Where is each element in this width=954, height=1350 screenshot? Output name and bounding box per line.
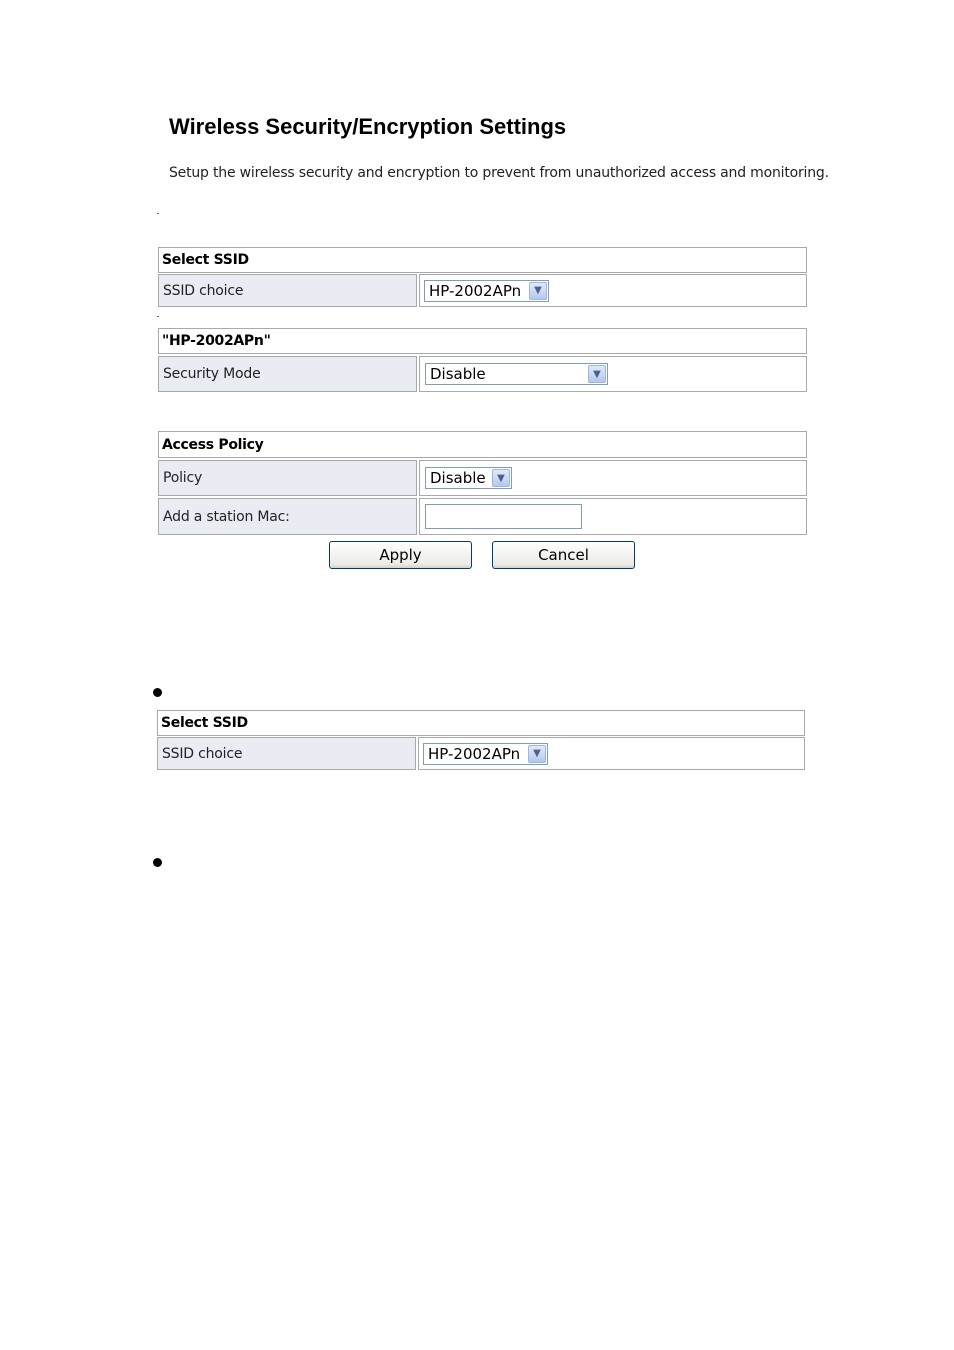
ssid-choice-label: SSID choice	[157, 737, 416, 770]
marker-dot	[157, 213, 159, 214]
ssid-choice-label: SSID choice	[158, 274, 417, 307]
bullet-icon	[153, 858, 162, 867]
security-mode-select[interactable]	[425, 363, 608, 385]
bullet-icon	[153, 688, 162, 697]
select-ssid-header: Select SSID	[157, 710, 805, 736]
select-ssid-header: Select SSID	[158, 247, 807, 273]
policy-label: Policy	[158, 460, 417, 496]
ssid-choice-select[interactable]	[424, 280, 549, 302]
chevron-down-icon[interactable]: ▼	[528, 745, 546, 763]
policy-value: Disable	[430, 469, 486, 487]
ssid-choice-value: HP-2002APn	[429, 281, 522, 300]
ssid-security-header: "HP-2002APn"	[158, 328, 807, 354]
station-mac-input[interactable]	[425, 504, 582, 529]
page-title: Wireless Security/Encryption Settings	[169, 114, 567, 139]
select-ssid-table	[158, 247, 807, 307]
page-description: Setup the wireless security and encryption to prevent from unauthorized access and monitoring.	[169, 165, 829, 181]
apply-button[interactable]: Apply	[329, 541, 472, 569]
chevron-down-icon[interactable]: ▼	[588, 365, 606, 383]
access-policy-table	[158, 431, 807, 535]
security-mode-value: Disable	[430, 365, 486, 383]
select-ssid-table-repeat	[157, 710, 805, 770]
policy-select[interactable]	[425, 467, 512, 489]
ssid-security-table	[158, 328, 807, 392]
chevron-down-icon[interactable]: ▼	[492, 469, 510, 487]
cancel-button[interactable]: Cancel	[492, 541, 635, 569]
marker-dot	[157, 316, 159, 317]
ssid-choice-value: HP-2002APn	[428, 744, 521, 763]
chevron-down-icon[interactable]: ▼	[529, 282, 547, 300]
ssid-choice-select[interactable]	[423, 743, 548, 765]
security-mode-label: Security Mode	[158, 356, 417, 392]
access-policy-header: Access Policy	[158, 431, 807, 458]
station-mac-label: Add a station Mac:	[158, 498, 417, 535]
